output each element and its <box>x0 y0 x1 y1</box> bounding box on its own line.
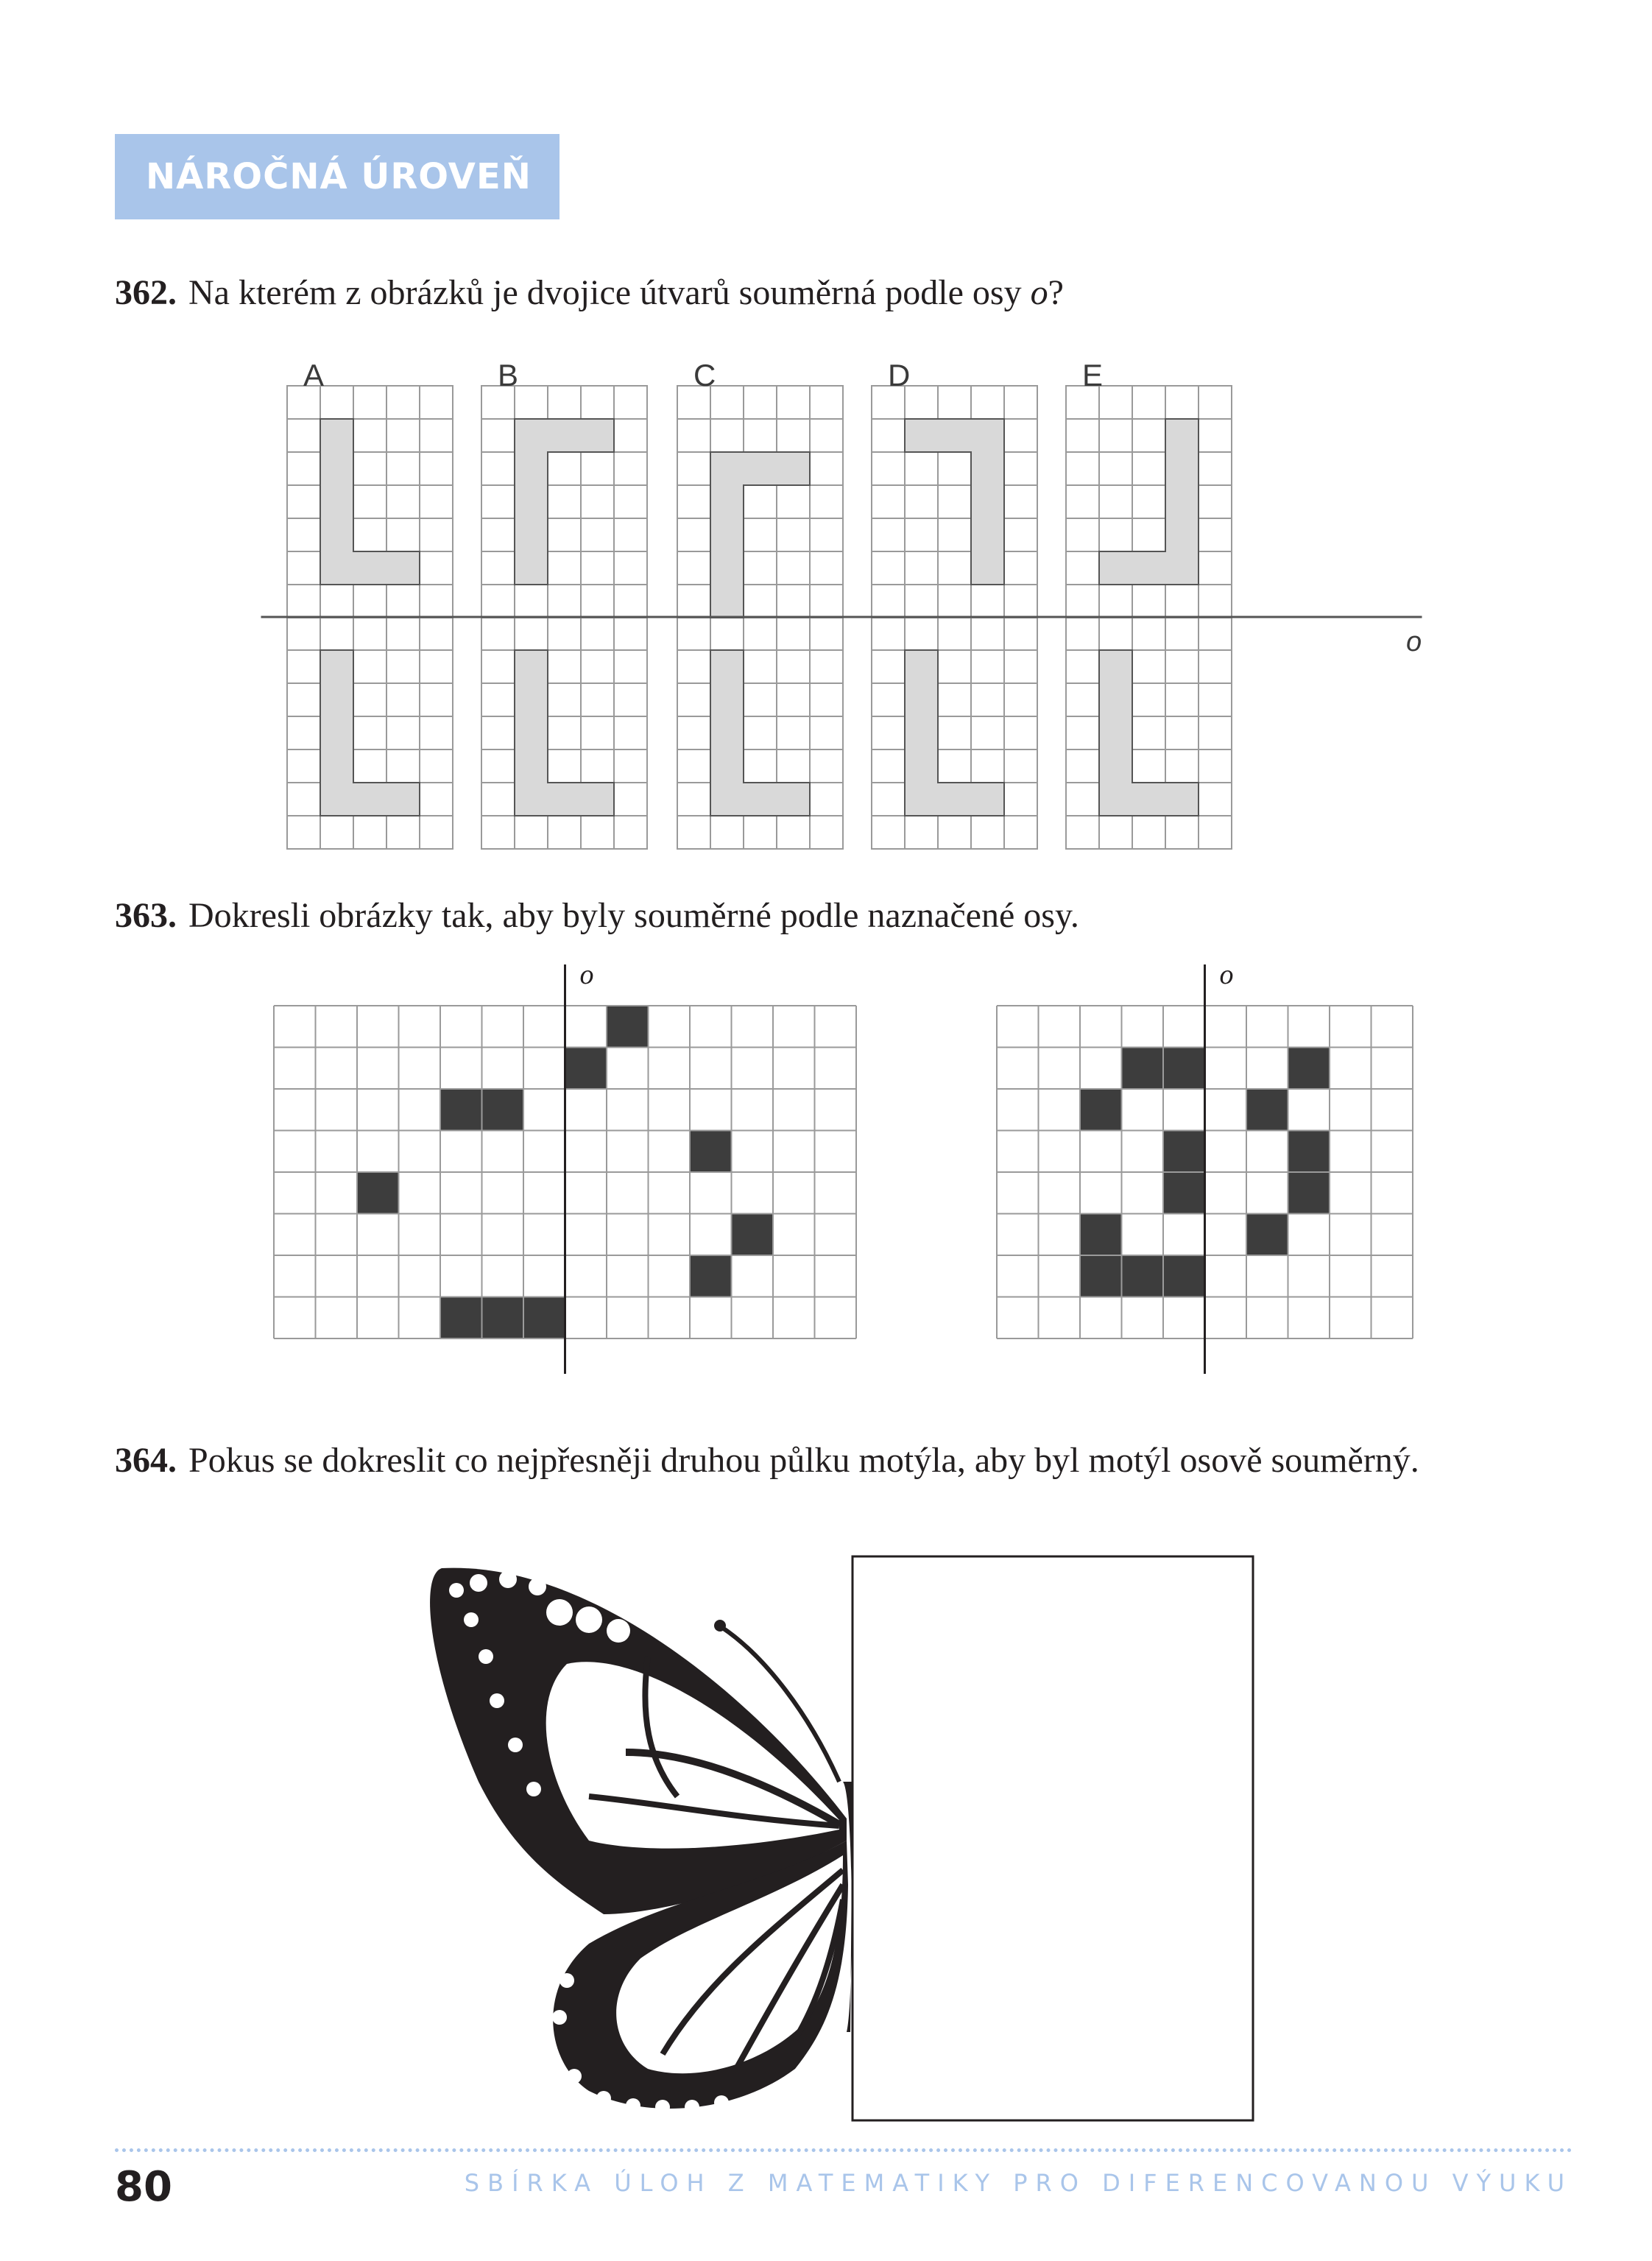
task-number: 363. <box>115 896 177 935</box>
filled-cell <box>1080 1214 1122 1256</box>
task-text: Dokresli obrázky tak, aby byly souměrné podle naznačené osy. <box>188 896 1079 935</box>
filled-cell <box>1246 1214 1288 1256</box>
filled-cell <box>440 1089 482 1131</box>
task-362 <box>115 272 1064 313</box>
task-363 <box>115 895 1079 936</box>
shape-bottom-c <box>710 650 810 816</box>
task-number: 362. <box>115 273 177 312</box>
filled-cell <box>1288 1131 1330 1173</box>
grid-top-d <box>872 386 1037 618</box>
filled-cell <box>440 1297 482 1339</box>
filled-cell <box>1080 1255 1122 1297</box>
axis-label: o <box>579 959 594 990</box>
page-number: 80 <box>115 2163 172 2211</box>
answer-box[interactable] <box>853 1556 1253 2120</box>
shape-bottom-d <box>905 650 1004 816</box>
grid-top-c <box>677 386 843 618</box>
shape-top-c <box>710 452 810 618</box>
filled-cell <box>690 1255 732 1297</box>
filled-cell <box>523 1297 565 1339</box>
shape-bottom-a <box>320 650 420 816</box>
shape-bottom-e <box>1099 650 1199 816</box>
task-text-end: ? <box>1048 273 1064 312</box>
option-label-d: D <box>888 358 911 392</box>
book-title: SBÍRKA ÚLOH Z MATEMATIKY PRO DIFERENCOVANOU VÝUKU <box>464 2169 1572 2197</box>
filled-cell <box>1163 1255 1205 1297</box>
shape-top-a <box>320 419 420 585</box>
filled-cell <box>357 1172 399 1214</box>
option-label-c: C <box>693 358 716 392</box>
filled-cell <box>1246 1089 1288 1131</box>
grid-bottom-b <box>481 617 647 849</box>
task-number: 364. <box>115 1441 177 1480</box>
axis-label: o <box>1219 959 1234 990</box>
filled-cell <box>732 1214 774 1256</box>
option-label-a: A <box>303 358 325 392</box>
shape-bottom-b <box>515 650 614 816</box>
butterfly-half-image <box>430 1568 853 2114</box>
grid-bottom-e <box>1066 617 1232 849</box>
grid-top-e <box>1066 386 1232 618</box>
option-label-b: B <box>498 358 519 392</box>
filled-cell <box>565 1048 607 1090</box>
filled-cell <box>690 1131 732 1173</box>
option-label-e: E <box>1082 358 1104 392</box>
level-badge: NÁROČNÁ ÚROVEŇ <box>115 134 560 219</box>
footer-divider <box>115 2148 1572 2152</box>
filled-cell <box>1080 1089 1122 1131</box>
shape-top-d <box>905 419 1004 585</box>
filled-cell <box>482 1297 524 1339</box>
grid-bottom-d <box>872 617 1037 849</box>
filled-cell <box>1122 1048 1164 1090</box>
grid-bottom-a <box>287 617 453 849</box>
filled-cell <box>1163 1172 1205 1214</box>
filled-cell <box>1288 1048 1330 1090</box>
axis-symbol: o <box>1030 273 1048 312</box>
task-text: Na kterém z obrázků je dvojice útvarů souměrná podle osy <box>188 273 1031 312</box>
axis-label: o <box>1406 627 1422 657</box>
shape-top-e <box>1099 419 1199 585</box>
grid-top-b <box>481 386 647 618</box>
filled-cell <box>482 1089 524 1131</box>
filled-cell <box>607 1006 649 1048</box>
filled-cell <box>1288 1172 1330 1214</box>
grid-top-a <box>287 386 453 618</box>
filled-cell <box>1122 1255 1164 1297</box>
shape-top-b <box>515 419 614 585</box>
symmetry-grid-1 <box>274 959 856 1374</box>
filled-cell <box>1163 1131 1205 1173</box>
filled-cell <box>1163 1048 1205 1090</box>
task-364 <box>115 1440 1419 1481</box>
symmetry-grid-2 <box>997 959 1413 1374</box>
task-text: Pokus se dokreslit co nejpřesněji druhou půlku motýla, aby byl motýl osově souměrný. <box>188 1441 1419 1480</box>
grid-bottom-c <box>677 617 843 849</box>
